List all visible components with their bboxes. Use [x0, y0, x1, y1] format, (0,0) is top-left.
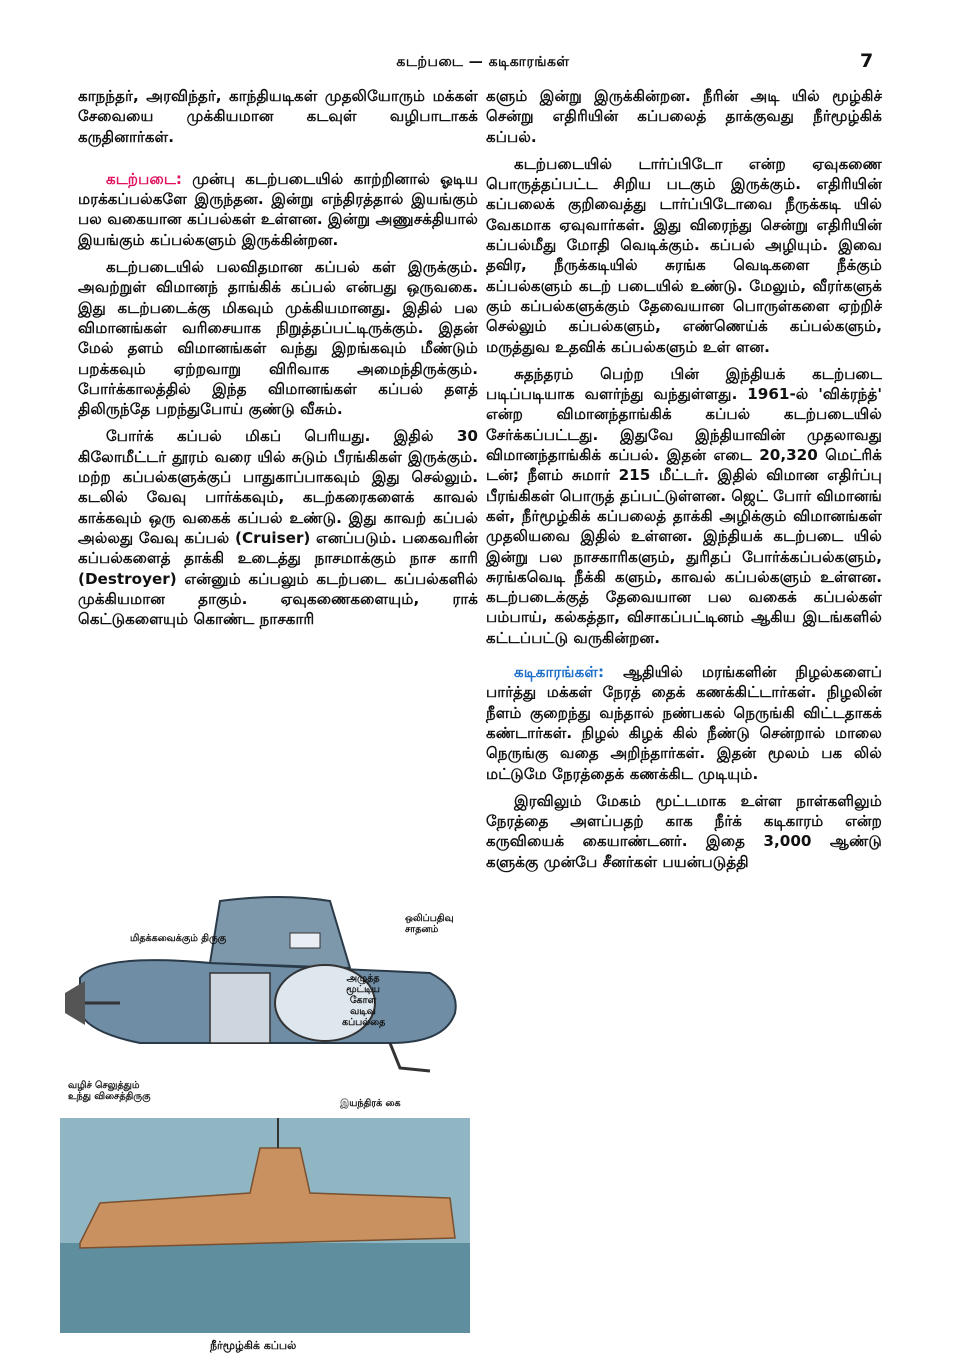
- page-header: [0, 48, 966, 78]
- paragraph: களும் இன்று இருக்கின்றன. நீரின் அடி யில் மூழ்கிச் சென்று எதிரியின் கப்பலைத் தாக்குவது நீர்மூழ்கிக் கப்பல்.: [486, 87, 882, 146]
- label-core: அழுத்த மூட்டிய கோள வடிவ கப்பல்தை: [342, 973, 386, 1028]
- running-title: கடற்படை — கடிகாரங்கள்: [396, 54, 570, 70]
- submarine-illustration: [60, 893, 470, 1333]
- paragraph: சுதந்தரம் பெற்ற பின் இந்தியக் கடற்படை படிப்படியாக வளர்ந்து வந்துள்ளது. 1961-ல் 'விக்ரந்த்' என்ற விமானந்தாங்கிக் கப்பல் கடற்படையில் சேர்க்கப்பட்டது. இதுவே இந்தியாவின் முதலாவது விமானந்தாங்கிக் கப்பல். இதன் எடை 20,320 மெட்ரிக் டன்; நீளம் சுமார் 215 மீட்டர். இதில் விமான எதிர்ப்பு பீரங்கிகள் பொருத் தப்பட்டுள்ளன. ஜெட் போர் விமானங் கள், நீர்மூழ்கிக் கப்பலைத் தாக்கி அழிக்கும் விமானங்கள் முதலியவை இதில் உள்ளன. இந்தியக் கடற்படை யில் இன்று பல நாசகாரிகளும், துரிதப் போர்க்கப்பல்களும், சுரங்கவெடி நீக்கி களும், காவல் கப்பல்களும் உள்ளன. கடற்படைக்குத் தேவையான பல வகைக் கப்பல்கள் பம்பாய், கல்கத்தா, விசாகப்பட்டினம் ஆகிய இடங்களில் கட்டப்பட்டு வருகின்றன.: [486, 364, 882, 647]
- paragraph: கடற்படையில் பலவிதமான கப்பல் கள் இருக்கும். அவற்றுள் விமானந் தாங்கிக் கப்பல் என்பது ஒருவகை. இது கடற்படைக்கு மிகவும் முக்கியமானது. இதில் பல விமானங்கள் வரிசையாக நிறுத்தப்பட்டிருக்கும். இதன் மேல் தளம் விமானங்கள் வந்து இறங்கவும் மீண்டும் பறக்கவும் ஏற்றவாறு விரிவாக அமைந்திருக்கும். போர்க்காலத்தில் இந்த விமானங்கள் கப்பல் தளத் திலிருந்தே பறந்துபோய் குண்டு வீசும்.: [78, 258, 478, 419]
- section-heading-navy: கடற்படை:: [106, 169, 182, 188]
- submarine-photo-drawing: [60, 1118, 470, 1333]
- page-number: 7: [860, 50, 874, 72]
- submarine-figure: [60, 893, 470, 1353]
- label-arm: இயந்திரக் கை: [340, 1098, 401, 1109]
- section-heading-clocks: கடிகாரங்கள்:: [514, 663, 605, 682]
- paragraph: கடற்படையில் டார்ப்பிடோ என்ற ஏவுகணை பொருத்தப்பட்ட சிறிய படகும் இருக்கும். எதிரியின் கப்பலைக் குறிவைத்து டார்ப்பிடோவை நீருக்கடி யில் வேகமாக ஏவுவார்கள். இது விரைந்து சென்று எதிரியின் கப்பல்மீது மோதி வெடிக்கும். கப்பல் அழியும். இவை தவிர, நீருக்கடியில் சுரங்க வெடிகளை நீக்கும் கப்பல்களும் கடற் படையில் உண்டு. மேலும், வீரர்களுக் கும் கப்பல்களுக்கும் தேவையான பொருள்களை ஏற்றிச் செல்லும் கப்பல்களும், எண்ணெய்க் கப்பல்களும், மருத்துவ உதவிக் கப்பல்களும் உள் ளன.: [486, 154, 882, 356]
- label-sonar: ஒலிப்பதிவு சாதனம்: [405, 913, 454, 935]
- label-rudder: வழிச் செலுத்தும் உந்து விசைத்திருகு: [68, 1080, 151, 1102]
- paragraph: போர்க் கப்பல் மிகப் பெரியது. இதில் 30 கிலோமீட்டர் தூரம் வரை யில் சுடும் பீரங்கிகள் இருக்கும். மற்ற கப்பல்களுக்குப் பாதுகாப்பாகவும் இது செல்லும். கடலில் வேவு பார்க்கவும், கடற்கரைகளைக் காவல் காக்கவும் ஒரு வகைக் கப்பல் உண்டு. இது காவற் கப்பல் அல்லது வேவு கப்பல் (Cruiser) எனப்படும். பகைவரின் கப்பல்களைத் தாக்கி உடைத்து நாசமாக்கும் நாச காரி (Destroyer) என்னும் கப்பலும் கடற்படை கப்பல்களில் முக்கியமான தாகும். ஏவுகணைகளையும், ராக் கெட்டுகளையும் கொண்ட நாசகாரி: [78, 427, 478, 629]
- submarine-cutaway-drawing: [65, 897, 456, 1071]
- paragraph: இரவிலும் மேகம் மூட்டமாக உள்ள நாள்களிலும் நேரத்தை அளப்பதற் காக நீர்க் கடிகாரம் என்ற கருவியைக் கையாண்டனர். இதை 3,000 ஆண்டு களுக்கு முன்பே சீனர்கள் பயன்படுத்தி: [486, 791, 882, 871]
- paragraph: காநந்தர், அரவிந்தர், காந்தியடிகள் முதலியோரும் மக்கள் சேவையை முக்கியமான கடவுள் வழிபாடாகக் கருதினார்கள்.: [78, 87, 478, 146]
- paragraph-text: முன்பு கடற்படையில் காற்றினால் ஓடிய மரக்கப்பல்களே இருந்தன. இன்று எந்திரத்தால் இயங்கும் பல வகையான கப்பல்கள் உள்ளன. இன்று அணுசக்தியால் இயங்கும் கப்பல்களும் இருக்கின்றன.: [78, 169, 478, 249]
- right-column: [486, 86, 882, 879]
- label-float: மிதக்கவைக்கும் திருகு: [130, 933, 227, 944]
- paragraph-clocks: [486, 662, 882, 784]
- left-column: [78, 86, 478, 636]
- paragraph-navy: [78, 169, 478, 250]
- paragraph-text: ஆதியில் மரங்களின் நிழல்களைப் பார்த்து மக்கள் நேரத் தைக் கணக்கிட்டார்கள். நிழலின் நீளம் குறைந்து வந்தால் நண்பகல் நெருங்கி விட்டதாகக் கண்டார்கள். நிழல் கிழக் கில் நீண்டு சென்றால் மாலை நெருங்கு வதை அறிந்தார்கள். இதன் மூலம் பக லில் மட்டுமே நேரத்தைக் கணக்கிட முடியும்.: [486, 663, 882, 783]
- figure-caption: நீர்மூழ்கிக் கப்பல்: [210, 1339, 297, 1352]
